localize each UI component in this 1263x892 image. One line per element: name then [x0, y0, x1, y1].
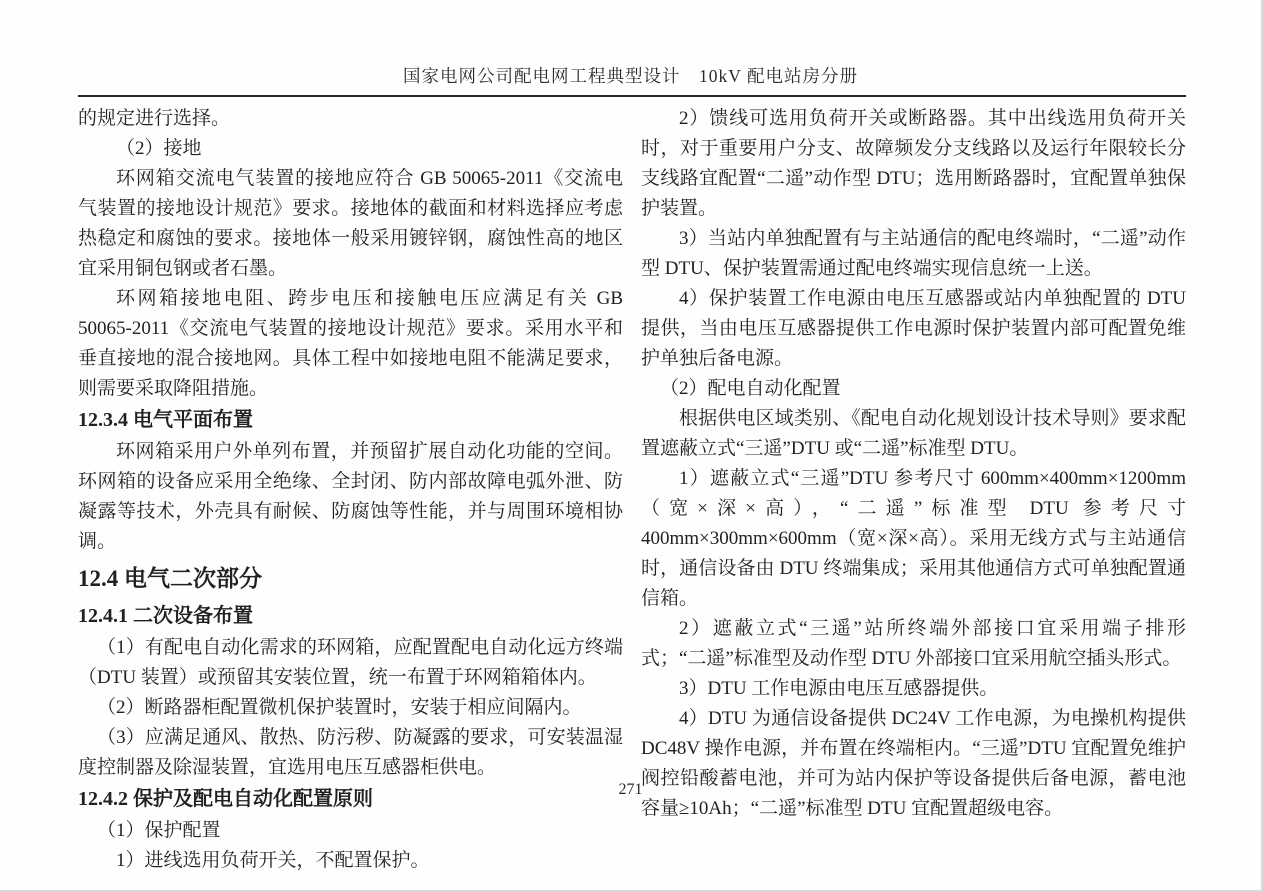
section-heading: 12.4.1 二次设备布置	[78, 605, 253, 627]
numbered-item: 3）DTU 工作电源由电压互感器提供。	[679, 678, 999, 699]
list-item: （3）应满足通风、散热、防污秽、防凝露的要求，可安装温湿度控制器及除湿装置，宜选用电压互感器柜供电。	[78, 727, 623, 778]
numbered-item: 4）DTU 为通信设备提供 DC24V 工作电源，为电操机构提供 DC48V 操作电源，并布置在终端柜内。“三遥”DTU 宜配置免维护阀控铅酸蓄电池，并可为站内保护等设备提供后备电源，蓄电池容量≥10Ah；“二遥”标准型 DTU 宜配置超级电容。	[641, 708, 1186, 819]
running-header-title: 国家电网公司配电网工程典型设计 10kV 配电站房分册	[403, 66, 858, 86]
numbered-item: 2）遮蔽立式“三遥”站所终端外部接口宜采用端子排形式；“二遥”标准型及动作型 DTU 外部接口宜采用航空插头形式。	[641, 618, 1186, 669]
numbered-item: 1）进线选用负荷开关，不配置保护。	[116, 850, 430, 871]
two-column-text-area	[78, 104, 1186, 876]
list-item: （2）断路器柜配置微机保护装置时，安装于相应间隔内。	[97, 697, 582, 718]
numbered-item: 3）当站内单独配置有与主站通信的配电终端时，“二遥”动作型 DTU、保护装置需通过配电终端实现信息统一上送。	[641, 228, 1186, 279]
numbered-item: 2）馈线可选用负荷开关或断路器。其中出线选用负荷开关时，对于重要用户分支、故障频发分支线路以及运行年限较长分支线路宜配置“二遥”动作型 DTU；选用断路器时，宜配置单独保护装置。	[641, 108, 1186, 219]
numbered-item: 4）保护装置工作电源由电压互感器或站内单独配置的 DTU 提供，当由电压互感器提供工作电源时保护装置内部可配置免维护单独后备电源。	[641, 288, 1186, 369]
numbered-item: 1）遮蔽立式“三遥”DTU 参考尺寸 600mm×400mm×1200mm（宽×深×高），“二遥”标准型 DTU 参考尺寸 400mm×300mm×600mm（宽×深×高）。采用无线方式与主站通信时，通信设备由 DTU 终端集成；采用其他通信方式可单独配置通信箱。	[641, 468, 1186, 609]
page-number: 271	[618, 781, 643, 798]
section-heading: 12.4.2 保护及配电自动化配置原则	[78, 788, 373, 810]
chapter-heading: 12.4 电气二次部分	[78, 566, 262, 591]
left-column	[78, 104, 623, 876]
paragraph: 环网箱采用户外单列布置，并预留扩展自动化功能的空间。环网箱的设备应采用全绝缘、全封闭、防内部故障电弧外泄、防凝露等技术，外壳具有耐候、防腐蚀等性能，并与周围环境相协调。	[78, 441, 623, 552]
paragraph-continuation: 的规定进行选择。	[78, 108, 231, 129]
header-rule	[78, 95, 1186, 97]
paragraph: 环网箱交流电气装置的接地应符合 GB 50065-2011《交流电气装置的接地设计规范》要求。接地体的截面和材料选择应考虑热稳定和腐蚀的要求。接地体一般采用镀锌钢，腐蚀性高的地区宜采用铜包钢或者石墨。	[78, 168, 623, 279]
list-item: （1）保护配置	[97, 820, 221, 841]
list-item: （1）有配电自动化需求的环网箱，应配置配电自动化远方终端（DTU 装置）或预留其安装位置，统一布置于环网箱箱体内。	[78, 637, 623, 688]
list-item: （2）配电自动化配置	[660, 378, 841, 399]
right-column	[641, 104, 1186, 876]
list-item: （2）接地	[116, 138, 202, 159]
section-heading: 12.3.4 电气平面布置	[78, 409, 253, 431]
paragraph: 根据供电区域类别、《配电自动化规划设计技术导则》要求配置遮蔽立式“三遥”DTU 或“二遥”标准型 DTU。	[641, 408, 1186, 459]
paragraph: 环网箱接地电阻、跨步电压和接触电压应满足有关 GB 50065-2011《交流电气装置的接地设计规范》要求。采用水平和垂直接地的混合接地网。具体工程中如接地电阻不能满足要求，则需要采取降阻措施。	[78, 288, 623, 399]
